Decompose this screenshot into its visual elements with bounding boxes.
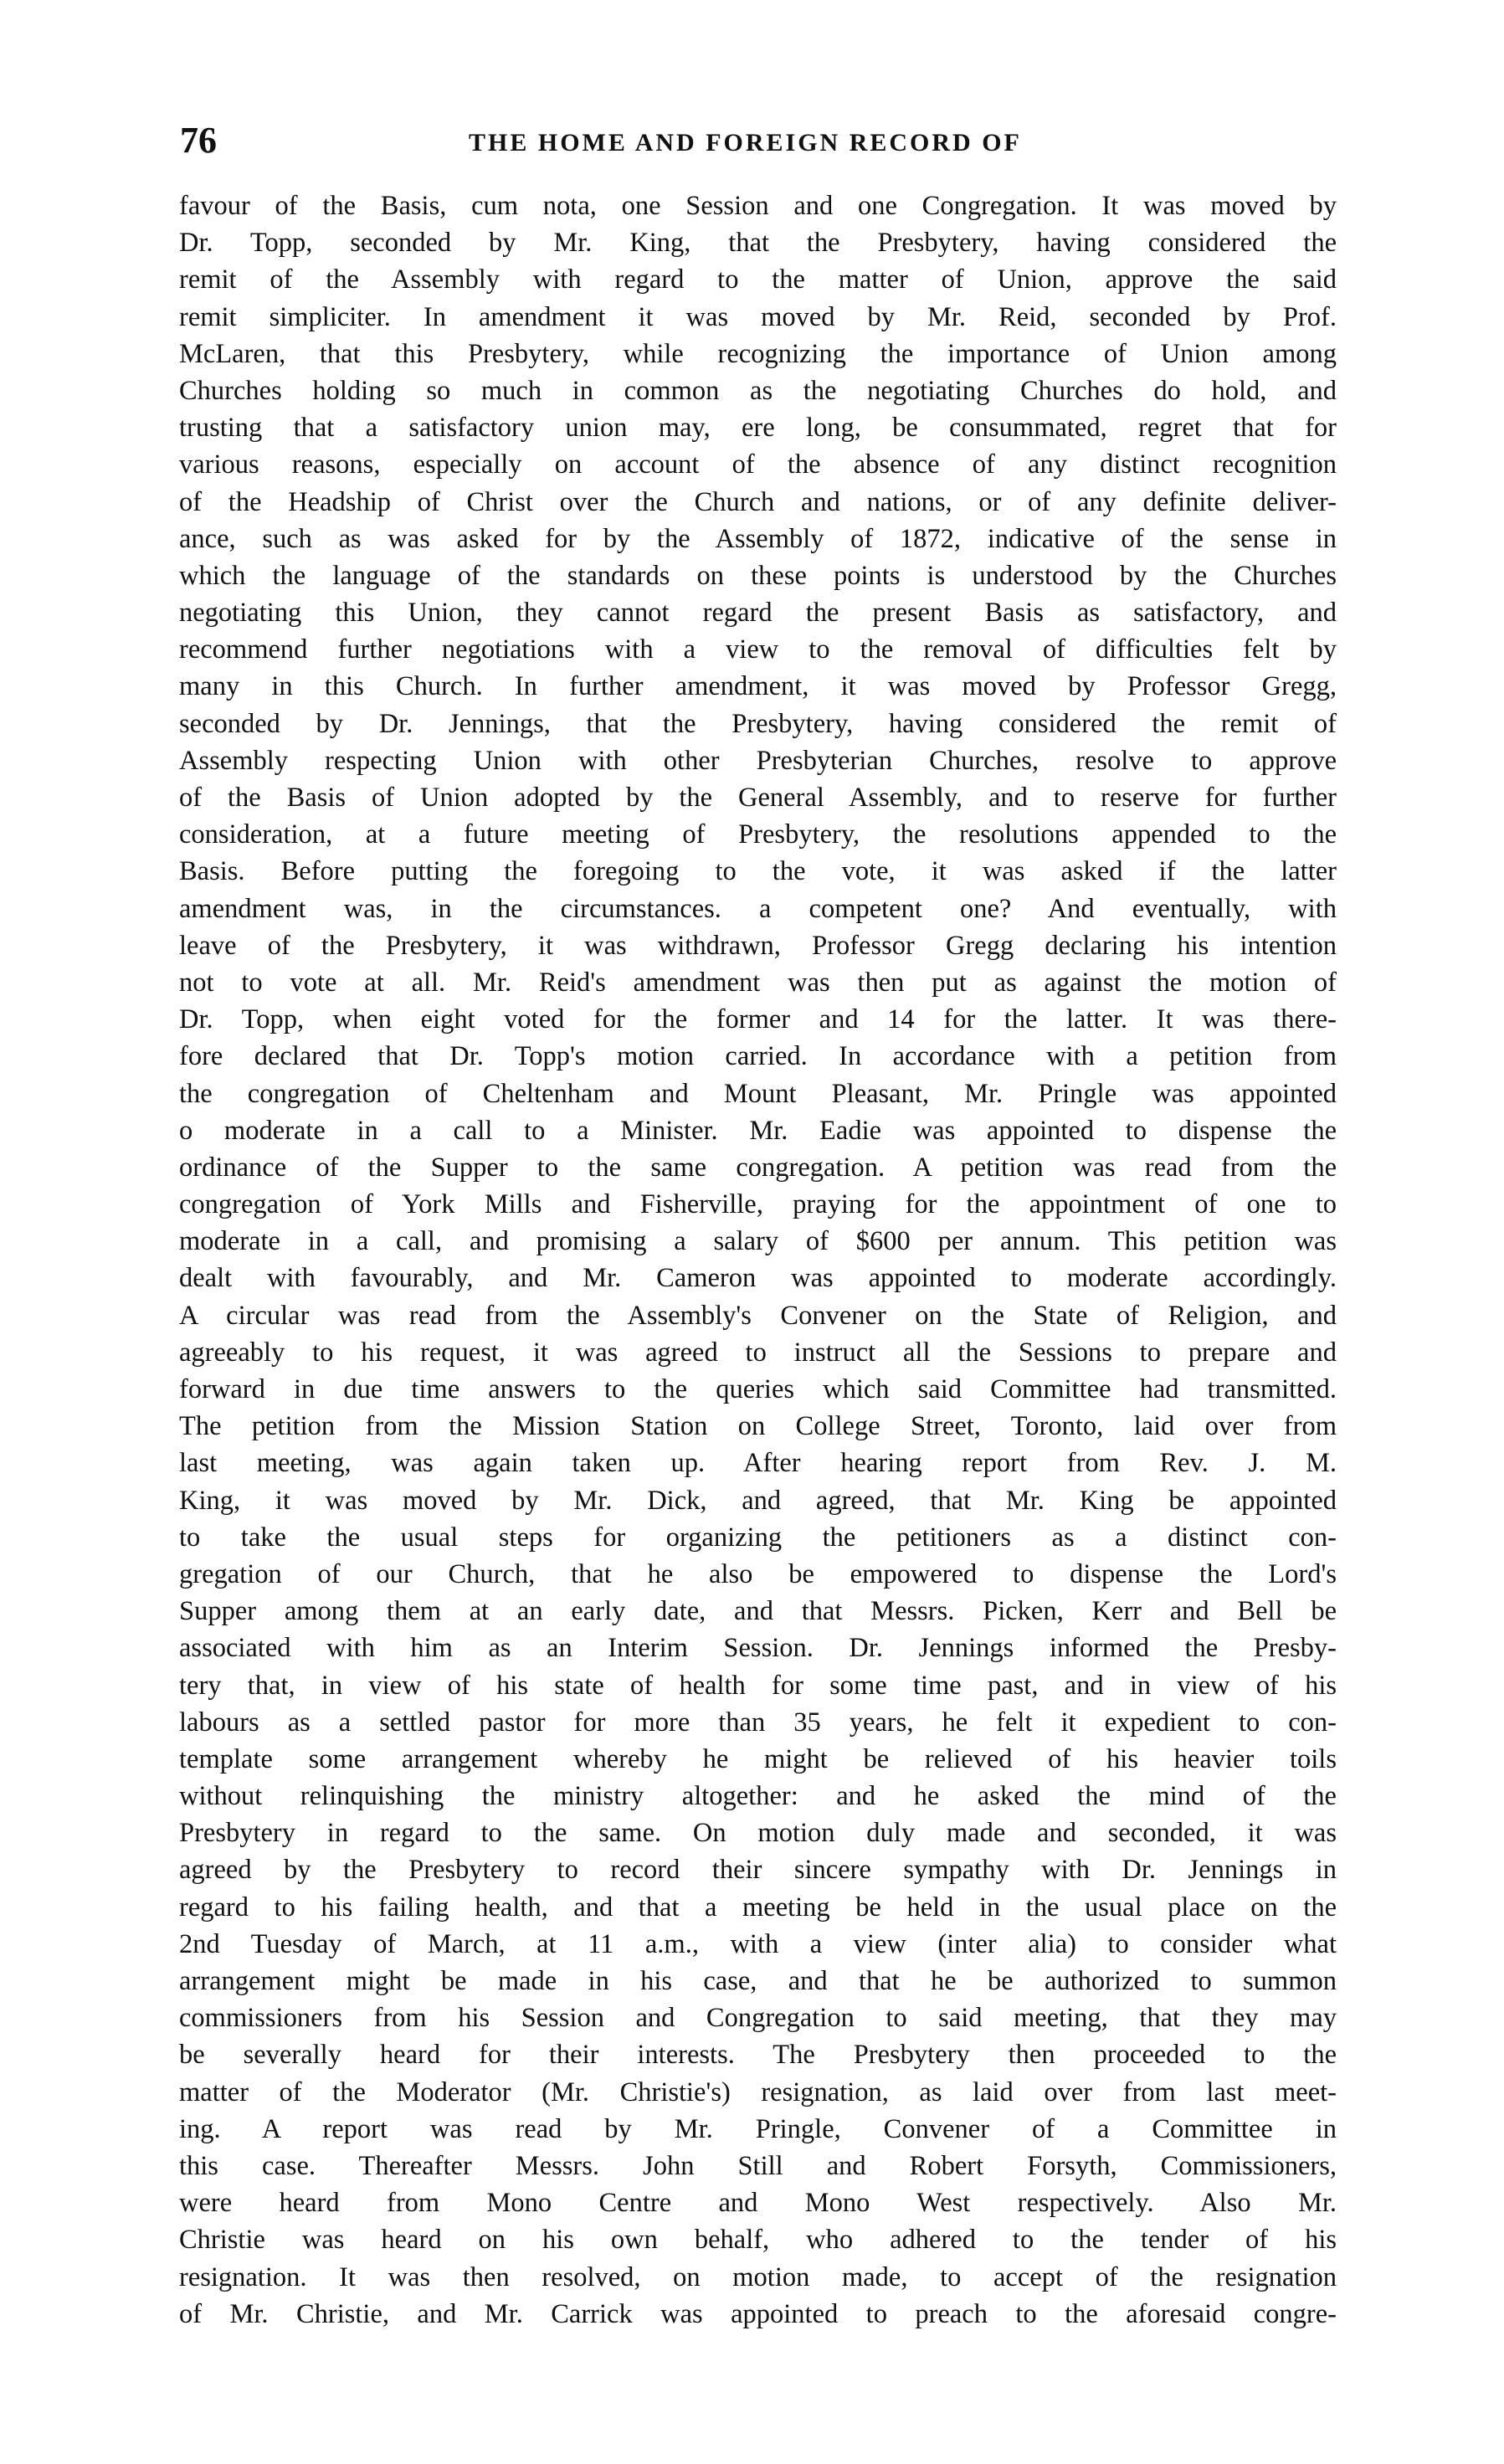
text-line: recommend further negotiations with a view to the removal of difficulties felt by <box>179 634 1337 665</box>
text-line: ing. A report was read by Mr. Pringle, Convener of a Committee in <box>179 2113 1337 2144</box>
text-line: which the language of the standards on these points is understood by the Churches <box>179 560 1337 591</box>
text-line: negotiating this Union, they cannot regard the present Basis as satisfactory, and <box>179 598 1337 629</box>
text-line: Dr. Topp, when eight voted for the former and 14 for the latter. It was there- <box>179 1004 1337 1035</box>
text-line: congregation of York Mills and Fisherville, praying for the appointment of one to <box>179 1189 1337 1220</box>
text-line: dealt with favourably, and Mr. Cameron was appointed to moderate accordingly. <box>179 1263 1337 1294</box>
page-header <box>180 116 1352 166</box>
running-head: THE HOME AND FOREIGN RECORD OF <box>469 129 1022 157</box>
text-line: be severally heard for their interests. The Presbytery then proceeded to the <box>179 2040 1337 2071</box>
text-line: this case. Thereafter Messrs. John Still and Robert Forsyth, Commissioners, <box>179 2150 1337 2181</box>
text-line: 2nd Tuesday of March, at 11 a.m., with a view (inter alia) to consider what <box>179 1928 1337 1959</box>
text-line: Basis. Before putting the foregoing to the vote, it was asked if the latter <box>179 856 1337 887</box>
text-line: were heard from Mono Centre and Mono West respectively. Also Mr. <box>179 2188 1337 2219</box>
text-line: Supper among them at an early date, and that Messrs. Picken, Kerr and Bell be <box>179 1596 1337 1627</box>
text-line: associated with him as an Interim Session. Dr. Jennings informed the Presby- <box>179 1633 1337 1664</box>
text-line: ance, such as was asked for by the Assembly of 1872, indicative of the sense in <box>179 523 1337 554</box>
text-line: A circular was read from the Assembly's Convener on the State of Religion, and <box>179 1300 1337 1331</box>
body-text <box>179 187 1337 2333</box>
text-line: favour of the Basis, cum nota, one Session and one Congregation. It was moved by <box>179 191 1337 221</box>
text-line: forward in due time answers to the queries which said Committee had transmitted. <box>179 1374 1337 1404</box>
text-line: arrangement might be made in his case, and that he be authorized to summon <box>179 1966 1337 1996</box>
text-line: agreeably to his request, it was agreed to instruct all the Sessions to prepare and <box>179 1337 1337 1368</box>
text-line: Assembly respecting Union with other Presbyterian Churches, resolve to approve <box>179 745 1337 776</box>
text-line: trusting that a satisfactory union may, ere long, be consummated, regret that for <box>179 413 1337 444</box>
text-line: various reasons, especially on account of the absence of any distinct recognition <box>179 449 1337 480</box>
text-line: of the Basis of Union adopted by the General Assembly, and to reserve for further <box>179 783 1337 813</box>
text-line: moderate in a call, and promising a salary of $600 per annum. This petition was <box>179 1226 1337 1257</box>
text-line: McLaren, that this Presbytery, while recognizing the importance of Union among <box>179 338 1337 369</box>
text-line: template some arrangement whereby he might be relieved of his heavier toils <box>179 1743 1337 1774</box>
text-line: of the Headship of Christ over the Church and nations, or of any definite deliver- <box>179 486 1337 517</box>
text-line: leave of the Presbytery, it was withdrawn, Professor Gregg declaring his intention <box>179 930 1337 961</box>
text-line: not to vote at all. Mr. Reid's amendment was then put as against the motion of <box>179 967 1337 998</box>
text-line: to take the usual steps for organizing the petitioners as a distinct con- <box>179 1522 1337 1553</box>
text-line: consideration, at a future meeting of Presbytery, the resolutions appended to the <box>179 819 1337 850</box>
text-line: matter of the Moderator (Mr. Christie's) resignation, as laid over from last meet- <box>179 2076 1337 2107</box>
text-line: remit simpliciter. In amendment it was moved by Mr. Reid, seconded by Prof. <box>179 301 1337 332</box>
text-line: Churches holding so much in common as the negotiating Churches do hold, and <box>179 375 1337 406</box>
text-line: of Mr. Christie, and Mr. Carrick was appointed to preach to the aforesaid congre- <box>179 2298 1337 2329</box>
text-line: tery that, in view of his state of health for some time past, and in view of his <box>179 1670 1337 1701</box>
text-line: The petition from the Mission Station on College Street, Toronto, laid over from <box>179 1411 1337 1442</box>
text-line: Dr. Topp, seconded by Mr. King, that the Presbytery, having considered the <box>179 228 1337 259</box>
page-number: 76 <box>180 120 217 161</box>
text-line: agreed by the Presbytery to record their sincere sympathy with Dr. Jennings in <box>179 1855 1337 1886</box>
text-line: labours as a settled pastor for more than 35 years, he felt it expedient to con- <box>179 1707 1337 1738</box>
text-line: o moderate in a call to a Minister. Mr. Eadie was appointed to dispense the <box>179 1115 1337 1146</box>
text-line: ordinance of the Supper to the same congregation. A petition was read from the <box>179 1152 1337 1183</box>
text-line: many in this Church. In further amendment, it was moved by Professor Gregg, <box>179 671 1337 702</box>
text-line: last meeting, was again taken up. After hearing report from Rev. J. M. <box>179 1448 1337 1479</box>
text-line: regard to his failing health, and that a meeting be held in the usual place on the <box>179 1892 1337 1922</box>
text-line: fore declared that Dr. Topp's motion carried. In accordance with a petition from <box>179 1041 1337 1072</box>
text-line: resignation. It was then resolved, on motion made, to accept of the resignation <box>179 2261 1337 2292</box>
text-line: gregation of our Church, that he also be empowered to dispense the Lord's <box>179 1558 1337 1589</box>
text-line: Presbytery in regard to the same. On motion duly made and seconded, it was <box>179 1818 1337 1849</box>
text-line: King, it was moved by Mr. Dick, and agreed, that Mr. King be appointed <box>179 1485 1337 1516</box>
text-line: amendment was, in the circumstances. a competent one? And eventually, with <box>179 893 1337 924</box>
text-line: Christie was heard on his own behalf, who adhered to the tender of his <box>179 2225 1337 2256</box>
text-line: without relinquishing the ministry altogether: and he asked the mind of the <box>179 1781 1337 1812</box>
text-line: seconded by Dr. Jennings, that the Presbytery, having considered the remit of <box>179 708 1337 739</box>
text-line: the congregation of Cheltenham and Mount Pleasant, Mr. Pringle was appointed <box>179 1078 1337 1109</box>
text-line: remit of the Assembly with regard to the matter of Union, approve the said <box>179 264 1337 295</box>
text-line: commissioners from his Session and Congregation to said meeting, that they may <box>179 2003 1337 2034</box>
